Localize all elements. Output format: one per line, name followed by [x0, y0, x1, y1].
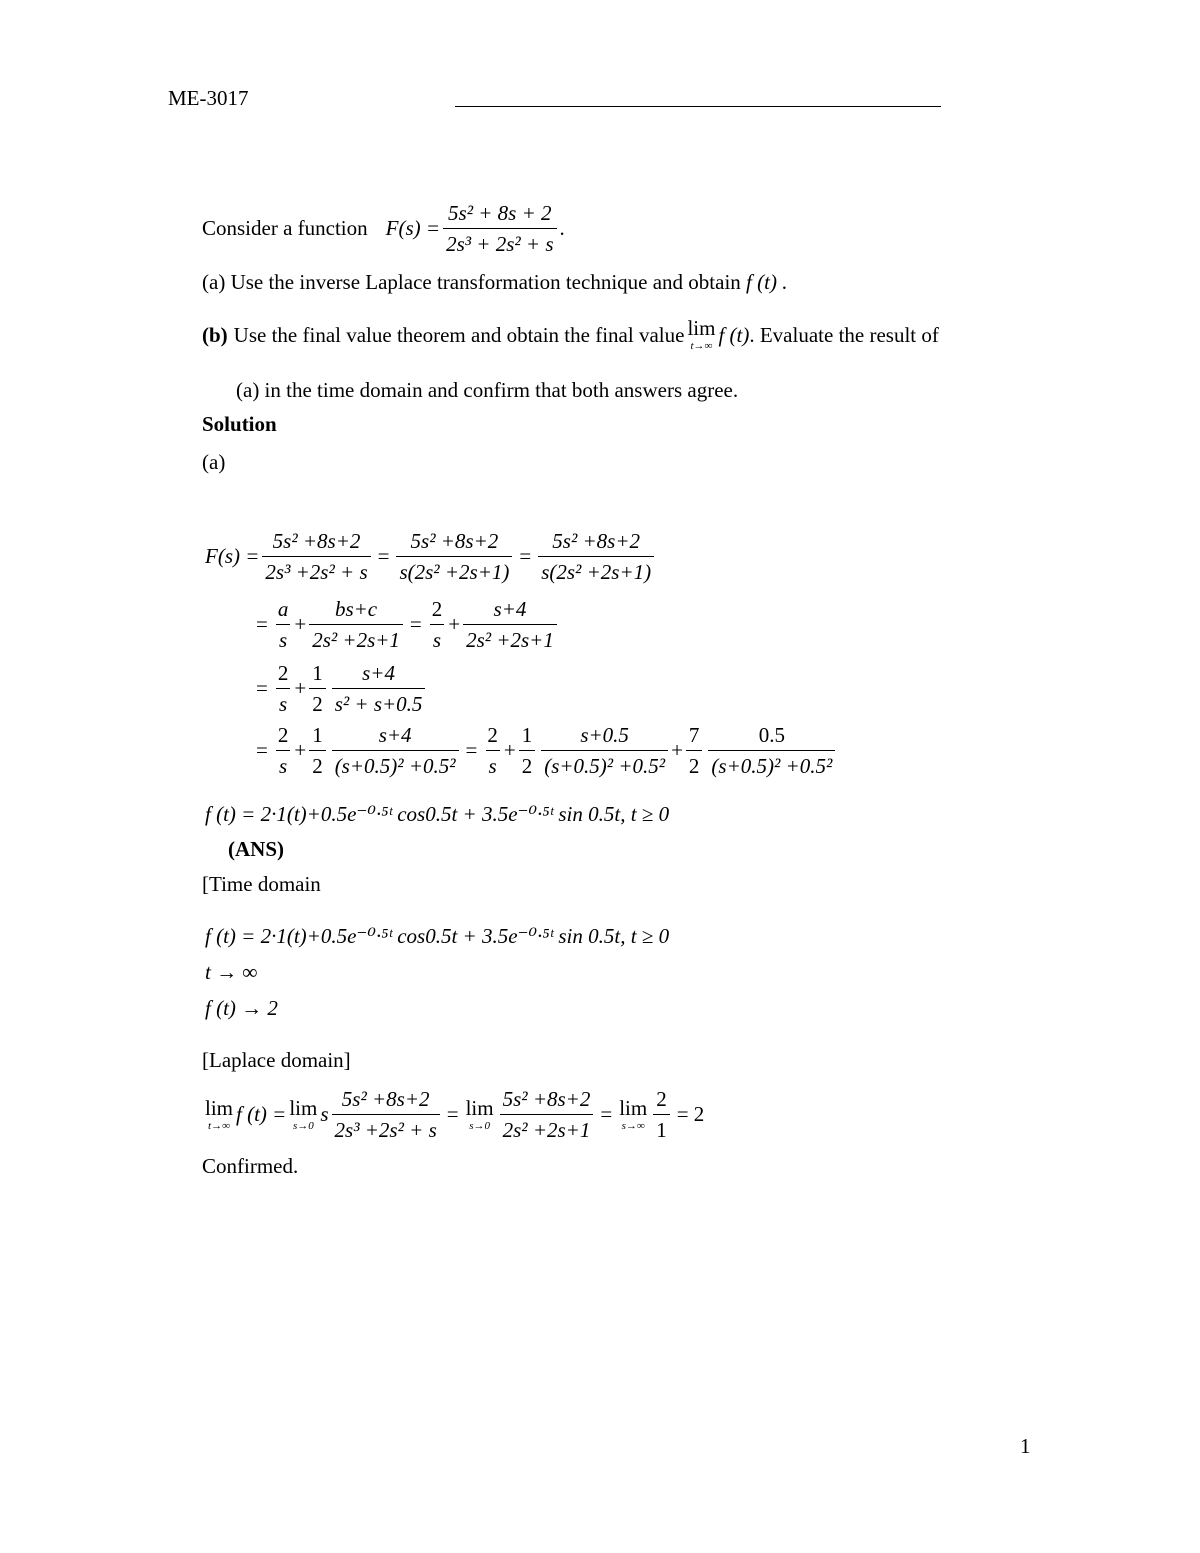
ans-label: (ANS) — [228, 837, 284, 861]
l2-bc: bs+c — [334, 597, 378, 621]
l2-a: a — [277, 597, 289, 621]
l2-den: 2s² +2s+1 — [463, 624, 557, 653]
ft-limit: f (t) → 2 — [205, 996, 278, 1020]
fs-period: . — [559, 216, 565, 241]
lim-subscript: t→∞ — [690, 340, 713, 352]
lim-s-0 — [289, 1095, 318, 1132]
l1-f3-num: 5s² +8s+2 — [552, 529, 641, 553]
lim-word: lim — [619, 1095, 648, 1120]
lim-s-0-b — [465, 1095, 494, 1132]
part-a-question — [202, 270, 787, 295]
l4-7: 7 — [688, 723, 700, 747]
l4-frac-7half — [686, 722, 703, 780]
l2-s: s — [276, 624, 290, 653]
eq-sign: = — [446, 1102, 459, 1127]
lim-s-inf — [619, 1095, 648, 1132]
fs-fraction — [443, 200, 556, 258]
plus-sign: + — [448, 612, 461, 637]
part-b-question — [202, 318, 939, 352]
l4-frac-half-b — [519, 722, 536, 780]
plus-sign: + — [503, 738, 516, 763]
l3-s: s — [276, 688, 290, 717]
lim-sub-s0: s→0 — [292, 1119, 314, 1132]
eq-sign: = — [256, 738, 268, 763]
ld-f3-den: 1 — [653, 1114, 670, 1143]
l4-frac-b — [541, 722, 668, 780]
eq-line-1 — [205, 528, 657, 586]
eq-line-3 — [252, 660, 428, 718]
part-b-rest: . Evaluate the result of — [749, 322, 939, 347]
l4-num1: s+4 — [378, 723, 412, 747]
solution-heading: Solution — [202, 412, 277, 436]
laplace-limit-line — [202, 1086, 708, 1144]
l3-two: 2 — [519, 750, 536, 779]
eq-line-2 — [252, 596, 560, 654]
l1-frac-1 — [262, 528, 370, 586]
l3-2: 2 — [487, 723, 498, 747]
time-domain-label: [Time domain — [202, 872, 321, 896]
l3-two: 2 — [309, 750, 326, 779]
part-b-text: Use the final value theorem and obtain the final value — [233, 322, 685, 347]
l4-num3: 0.5 — [758, 723, 785, 747]
solution-part-a: (a) — [202, 450, 226, 474]
l3-1: 1 — [312, 723, 323, 747]
eq-sign: = — [519, 544, 532, 569]
l1-f2-den: s(2s² +2s+1) — [396, 556, 512, 585]
l3-2: 2 — [277, 723, 289, 747]
l2-frac-s4 — [463, 596, 557, 654]
ft-result-repeat: f (t) = 2·1(t)+0.5e⁻⁰·⁵ᵗ cos0.5t + 3.5e⁻⁰·⁵ᵗ sin 0.5t, t ≥ 0 — [205, 924, 670, 948]
l4-den: (s+0.5)² +0.5² — [332, 750, 459, 779]
lim-sub-s0: s→0 — [469, 1119, 490, 1132]
l4-frac-c — [708, 722, 835, 780]
ld-frac-2 — [500, 1086, 594, 1144]
ld-f2-den: 2s² +2s+1 — [500, 1114, 594, 1143]
eq-sign: = — [465, 738, 478, 763]
lim-word: lim — [289, 1095, 318, 1120]
l2-frac-bc — [309, 596, 403, 654]
l1-f1-den: 2s³ +2s² + s — [262, 556, 370, 585]
l1-f2-num: 5s² +8s+2 — [410, 529, 499, 553]
l3-frac-half — [309, 660, 326, 718]
l3-two: 2 — [686, 750, 703, 779]
l3-two: 2 — [309, 688, 326, 717]
l3-1: 1 — [521, 723, 533, 747]
course-code: ME-3017 — [168, 86, 249, 110]
l4-frac-2s — [275, 722, 292, 780]
l3-frac-main — [332, 660, 426, 718]
laplace-domain-label: [Laplace domain] — [202, 1048, 351, 1072]
l2-frac-2 — [429, 596, 446, 654]
lim-word: lim — [465, 1095, 494, 1120]
lim-word: lim — [687, 316, 716, 340]
confirmed-text: Confirmed. — [202, 1154, 299, 1178]
lim-t-inf — [205, 1095, 234, 1132]
l3-frac-2s — [275, 660, 292, 718]
ld-ft: f (t) = — [236, 1102, 287, 1127]
part-a-ft: f (t) . — [746, 270, 788, 294]
lim-sub-t: t→∞ — [208, 1119, 230, 1132]
lim-sub-sinf: s→∞ — [621, 1119, 645, 1132]
fs-numerator: 5s² + 8s + 2 — [448, 201, 552, 225]
l1-frac-2 — [396, 528, 512, 586]
page-number: 1 — [1020, 1434, 1031, 1458]
plus-sign: + — [671, 738, 683, 763]
eq-sign: = — [377, 544, 390, 569]
l3-den: s² + s+0.5 — [332, 688, 426, 717]
part-a-text: Use the inverse Laplace transformation technique and obtain — [230, 270, 741, 294]
plus-sign: + — [294, 738, 307, 763]
eq-sign: = — [256, 676, 268, 701]
l1-f3-den: s(2s² +2s+1) — [538, 556, 654, 585]
ft-result: f (t) = 2·1(t)+0.5e⁻⁰·⁵ᵗ cos0.5t + 3.5e⁻⁰·⁵ᵗ sin 0.5t, t ≥ 0 — [205, 802, 670, 826]
l4-den: (s+0.5)² +0.5² — [541, 750, 668, 779]
plus-sign: + — [294, 676, 307, 701]
l4-num2: s+0.5 — [580, 723, 629, 747]
lim-word: lim — [205, 1095, 234, 1120]
part-a-label: (a) — [202, 270, 226, 294]
header-rule — [455, 106, 941, 107]
part-b-limit — [687, 318, 715, 352]
eq-sign: = — [409, 612, 422, 637]
l2-den: 2s² +2s+1 — [309, 624, 403, 653]
l3-2: 2 — [277, 661, 289, 685]
fs-lhs: F(s) = — [385, 216, 441, 241]
problem-intro — [202, 200, 565, 258]
ld-f3-num: 2 — [656, 1087, 667, 1111]
ld-f2-num: 5s² +8s+2 — [502, 1087, 591, 1111]
l3-num: s+4 — [362, 661, 395, 685]
ld-result: = 2 — [676, 1102, 705, 1127]
ld-frac-3 — [653, 1086, 670, 1144]
part-b-ft: f (t) — [718, 322, 750, 347]
l4-frac-a — [332, 722, 459, 780]
part-b-line2: (a) in the time domain and confirm that both answers agree. — [236, 378, 739, 402]
l4-frac-2s-b — [484, 722, 501, 780]
ld-s: s — [320, 1102, 329, 1127]
ld-frac-1 — [332, 1086, 440, 1144]
part-b-label: (b) — [202, 322, 228, 347]
l2-s4: s+4 — [493, 597, 527, 621]
eq-sign: = — [600, 1102, 613, 1127]
t-to-infinity: t → ∞ — [205, 960, 258, 984]
l2-2: 2 — [431, 597, 443, 621]
eq-sign: = — [256, 612, 268, 637]
plus-sign: + — [294, 612, 307, 637]
l4-den: (s+0.5)² +0.5² — [708, 750, 835, 779]
fs-denominator: 2s³ + 2s² + s — [443, 228, 556, 257]
l3-s: s — [486, 750, 500, 779]
l2-s: s — [430, 624, 444, 653]
l4-frac-half — [309, 722, 326, 780]
l3-s: s — [276, 750, 290, 779]
intro-text: Consider a function — [202, 216, 368, 241]
l1-frac-3 — [538, 528, 654, 586]
l3-1: 1 — [312, 661, 323, 685]
l2-frac-a — [275, 596, 292, 654]
ld-f1-num: 5s² +8s+2 — [341, 1087, 430, 1111]
l1-f1-num: 5s² +8s+2 — [272, 529, 361, 553]
ld-f1-den: 2s³ +2s² + s — [332, 1114, 440, 1143]
l1-lhs: F(s) = — [205, 544, 260, 569]
eq-line-4 — [252, 722, 838, 780]
